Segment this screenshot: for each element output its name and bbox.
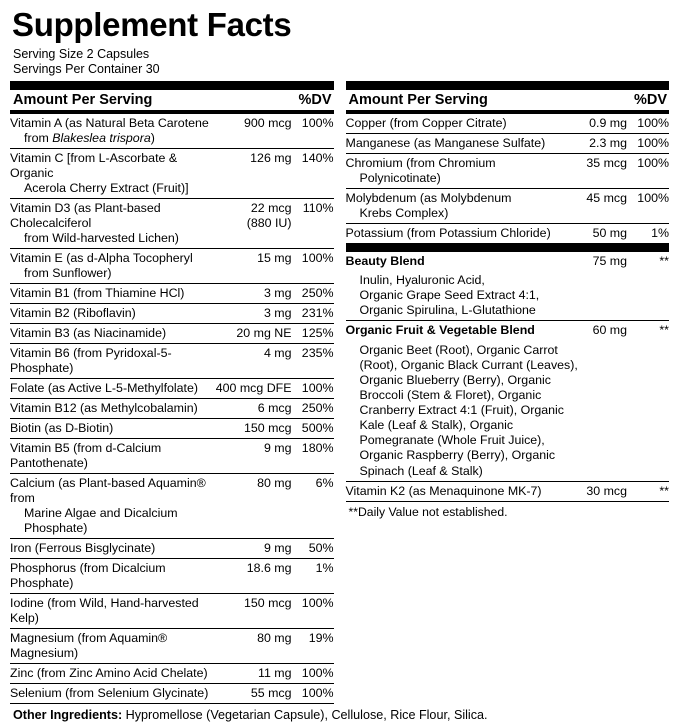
fruit-veg-blend-dv: ** (659, 323, 669, 338)
nutrient-dv: 250% (292, 283, 334, 303)
nutrient-dv: 125% (292, 323, 334, 343)
table-row (10, 343, 334, 378)
nutrient-name: Vitamin D3 (as Plant-based Cholecalciferol (10, 200, 161, 230)
nutrient-amount: 900 mcg (216, 114, 292, 149)
nutrient-name: Copper (from Copper Citrate) (346, 114, 556, 134)
nutrient-amount: 3 mg (216, 283, 292, 303)
right-column (346, 81, 670, 519)
table-row (10, 303, 334, 323)
nutrient-dv: 100% (292, 114, 334, 149)
table-row (10, 683, 334, 703)
nutrient-amount: 150 mcg (216, 418, 292, 438)
blend-ingredient-line: Cranberry Extract 4:1 (Fruit), Organic (359, 403, 564, 418)
fruit-veg-blend-name: Organic Fruit & Vegetable Blend (345, 323, 535, 338)
servings-per-container: Servings Per Container 30 (13, 62, 160, 77)
table-row (10, 558, 334, 593)
beauty-blend-top-rule (346, 243, 670, 252)
nutrient-name: Folate (as Active L-5-Methylfolate) (10, 378, 216, 398)
blend-ingredient-line: Pomegranate (Whole Fruit Juice), (359, 433, 545, 448)
nutrient-name: Zinc (from Zinc Amino Acid Chelate) (10, 663, 216, 683)
nutrient-name-cont: Krebs Complex) (359, 205, 449, 220)
left-dv-header: %DV (298, 91, 332, 108)
table-row (346, 153, 670, 188)
nutrient-amount: 126 mg (216, 148, 292, 198)
fruit-veg-blend-table (346, 321, 670, 501)
nutrient-name: Biotin (as D-Biotin) (10, 418, 216, 438)
nutrient-name: Selenium (from Selenium Glycinate) (10, 683, 216, 703)
nutrient-amount: 11 mg (216, 663, 292, 683)
nutrient-name: Chromium (from Chromium (345, 155, 496, 170)
table-row (10, 538, 334, 558)
table-row (10, 593, 334, 628)
left-amount-header: Amount Per Serving (13, 91, 153, 108)
blend-ingredients-row (346, 271, 670, 321)
nutrient-dv: 100% (292, 378, 334, 398)
nutrient-amount: 35 mcg (555, 153, 627, 188)
table-row (10, 148, 334, 198)
nutrient-dv: 1% (651, 225, 669, 240)
nutrient-name-cont: Acerola Cherry Extract (Fruit)] (24, 180, 189, 195)
fruit-veg-blend-amount: 60 mg (592, 323, 627, 338)
nutrient-name: Vitamin B3 (as Niacinamide) (10, 323, 216, 343)
other-ingredients-label: Other Ingredients: (13, 707, 123, 722)
table-row (10, 248, 334, 283)
beauty-blend-table (346, 252, 670, 322)
nutrient-name-cont: from Blakeslea trispora) (24, 130, 155, 145)
table-row (10, 323, 334, 343)
nutrient-name: Calcium (as Plant-based Aquamin® from (10, 475, 206, 505)
blend-header-row (346, 252, 670, 271)
table-row (10, 283, 334, 303)
nutrient-amount: 80 mg (216, 473, 292, 538)
nutrient-amount: 2.3 mg (555, 133, 627, 153)
nutrient-amount: 55 mcg (216, 683, 292, 703)
table-row (10, 628, 334, 663)
nutrient-amount: 9 mg (216, 538, 292, 558)
nutrient-name: Magnesium (from Aquamin® Magnesium) (10, 628, 216, 663)
table-row (346, 481, 670, 501)
nutrient-name: Molybdenum (as Molybdenum (345, 190, 512, 205)
blend-ingredient-line: Kale (Leaf & Stalk), Organic (359, 418, 514, 433)
nutrient-dv: 100% (292, 683, 334, 703)
right-nutrient-table (346, 114, 670, 243)
beauty-blend-dv: ** (659, 253, 669, 268)
left-top-rule (10, 81, 334, 90)
nutrient-dv: 1% (292, 558, 334, 593)
table-row (10, 114, 334, 149)
blend-ingredient-line: Broccoli (Stem & Floret), Organic (359, 387, 542, 402)
blend-header-row (346, 321, 670, 340)
table-row (10, 438, 334, 473)
nutrient-name-cont: Polynicotinate) (359, 170, 441, 185)
right-top-rule (346, 81, 670, 90)
blend-ingredients-row (346, 341, 670, 482)
daily-value-footnote: **Daily Value not established. (348, 504, 508, 519)
table-row (10, 198, 334, 248)
left-header-row (10, 90, 334, 110)
nutrient-name: Vitamin B5 (from d-Calcium Pantothenate) (10, 438, 216, 473)
nutrient-dv: 235% (292, 343, 334, 378)
table-row (346, 223, 670, 243)
nutrient-dv: 100% (627, 133, 669, 153)
right-amount-header: Amount Per Serving (348, 91, 488, 108)
nutrient-dv: ** (627, 481, 669, 501)
blend-ingredient-line: Organic Blueberry (Berry), Organic (359, 372, 551, 387)
nutrient-amount: 150 mcg (216, 593, 292, 628)
nutrient-dv: 500% (292, 418, 334, 438)
table-row (10, 378, 334, 398)
blend-ingredient-line: Organic Beet (Root), Organic Carrot (359, 342, 558, 357)
nutrient-name: Vitamin B6 (from Pyridoxal-5-Phosphate) (10, 343, 216, 378)
nutrient-amount-alt: (880 IU) (246, 215, 292, 230)
nutrient-amount: 18.6 mg (216, 558, 292, 593)
nutrient-name: Vitamin B1 (from Thiamine HCl) (10, 283, 216, 303)
nutrient-dv: 19% (292, 628, 334, 663)
other-ingredients (10, 704, 669, 724)
table-row (346, 133, 670, 153)
nutrient-dv: 250% (292, 398, 334, 418)
nutrient-amount: 22 mcg (250, 200, 292, 215)
facts-columns (10, 81, 669, 704)
table-row (346, 188, 670, 223)
nutrient-name-cont: from Wild-harvested Lichen) (24, 230, 179, 245)
nutrient-name: Vitamin C [from L-Ascorbate & Organic (10, 150, 178, 180)
nutrient-dv: 140% (292, 148, 334, 198)
nutrient-amount: 50 mg (592, 225, 627, 240)
table-row (10, 663, 334, 683)
nutrient-amount: 15 mg (216, 248, 292, 283)
other-ingredients-text: Hypromellose (Vegetarian Capsule), Cellulose, Rice Flour, Silica. (122, 707, 488, 722)
nutrient-name: Iodine (from Wild, Hand-harvested Kelp) (10, 593, 216, 628)
table-row (10, 418, 334, 438)
table-row (10, 473, 334, 538)
nutrient-amount: 3 mg (216, 303, 292, 323)
beauty-blend-name: Beauty Blend (345, 253, 425, 268)
page-title: Supplement Facts (12, 6, 292, 43)
nutrient-dv: 180% (292, 438, 334, 473)
nutrient-name: Manganese (as Manganese Sulfate) (346, 133, 556, 153)
nutrient-dv: 110% (292, 198, 334, 248)
nutrient-amount: 30 mcg (555, 481, 627, 501)
table-row (346, 114, 670, 134)
nutrient-dv: 100% (627, 188, 669, 223)
blend-ingredient-line: Spinach (Leaf & Stalk) (359, 463, 483, 478)
nutrient-name: Iron (Ferrous Bisglycinate) (10, 538, 216, 558)
left-column (10, 81, 334, 704)
nutrient-dv: 100% (292, 593, 334, 628)
nutrient-dv: 100% (292, 663, 334, 683)
nutrient-dv: 100% (627, 153, 669, 188)
nutrient-amount: 80 mg (216, 628, 292, 663)
nutrient-dv: 6% (292, 473, 334, 538)
left-nutrient-table (10, 114, 334, 704)
nutrient-amount: 400 mcg DFE (216, 378, 292, 398)
nutrient-name: Vitamin B2 (Riboflavin) (10, 303, 216, 323)
nutrient-amount: 4 mg (216, 343, 292, 378)
right-header-row (346, 90, 670, 110)
nutrient-name: Vitamin A (as Natural Beta Carotene (10, 115, 209, 130)
nutrient-name-cont: Marine Algae and Dicalcium Phosphate) (24, 505, 178, 535)
nutrient-amount: 0.9 mg (555, 114, 627, 134)
nutrient-name: Vitamin B12 (as Methylcobalamin) (10, 398, 216, 418)
beauty-blend-amount: 75 mg (592, 253, 627, 268)
table-row (10, 398, 334, 418)
nutrient-amount: 20 mg NE (216, 323, 292, 343)
nutrient-dv: 231% (292, 303, 334, 323)
nutrient-amount: 45 mcg (555, 188, 627, 223)
blend-ingredient-line: Organic Spirulina, L-Glutathione (359, 303, 536, 318)
right-dv-header: %DV (633, 91, 667, 108)
nutrient-name: Potassium (from Potassium Chloride) (345, 225, 551, 240)
blend-ingredient-line: Organic Grape Seed Extract 4:1, (359, 288, 540, 303)
nutrient-dv: 50% (292, 538, 334, 558)
nutrient-amount: 9 mg (216, 438, 292, 473)
blend-ingredient-line: Organic Raspberry (Berry), Organic (359, 448, 556, 463)
nutrient-name: Vitamin K2 (as Menaquinone MK-7) (346, 481, 556, 501)
nutrient-dv: 100% (292, 248, 334, 283)
serving-size: Serving Size 2 Capsules (13, 46, 150, 61)
nutrient-dv: 100% (627, 114, 669, 134)
nutrient-name-cont: from Sunflower) (24, 265, 112, 280)
blend-ingredient-line: Inulin, Hyaluronic Acid, (359, 273, 485, 288)
serving-info (13, 47, 669, 78)
nutrient-name: Phosphorus (from Dicalcium Phosphate) (10, 558, 216, 593)
nutrient-name: Vitamin E (as d-Alpha Tocopheryl (10, 250, 193, 265)
blend-ingredient-line: (Root), Organic Black Currant (Leaves), (359, 357, 578, 372)
nutrient-amount: 6 mcg (216, 398, 292, 418)
